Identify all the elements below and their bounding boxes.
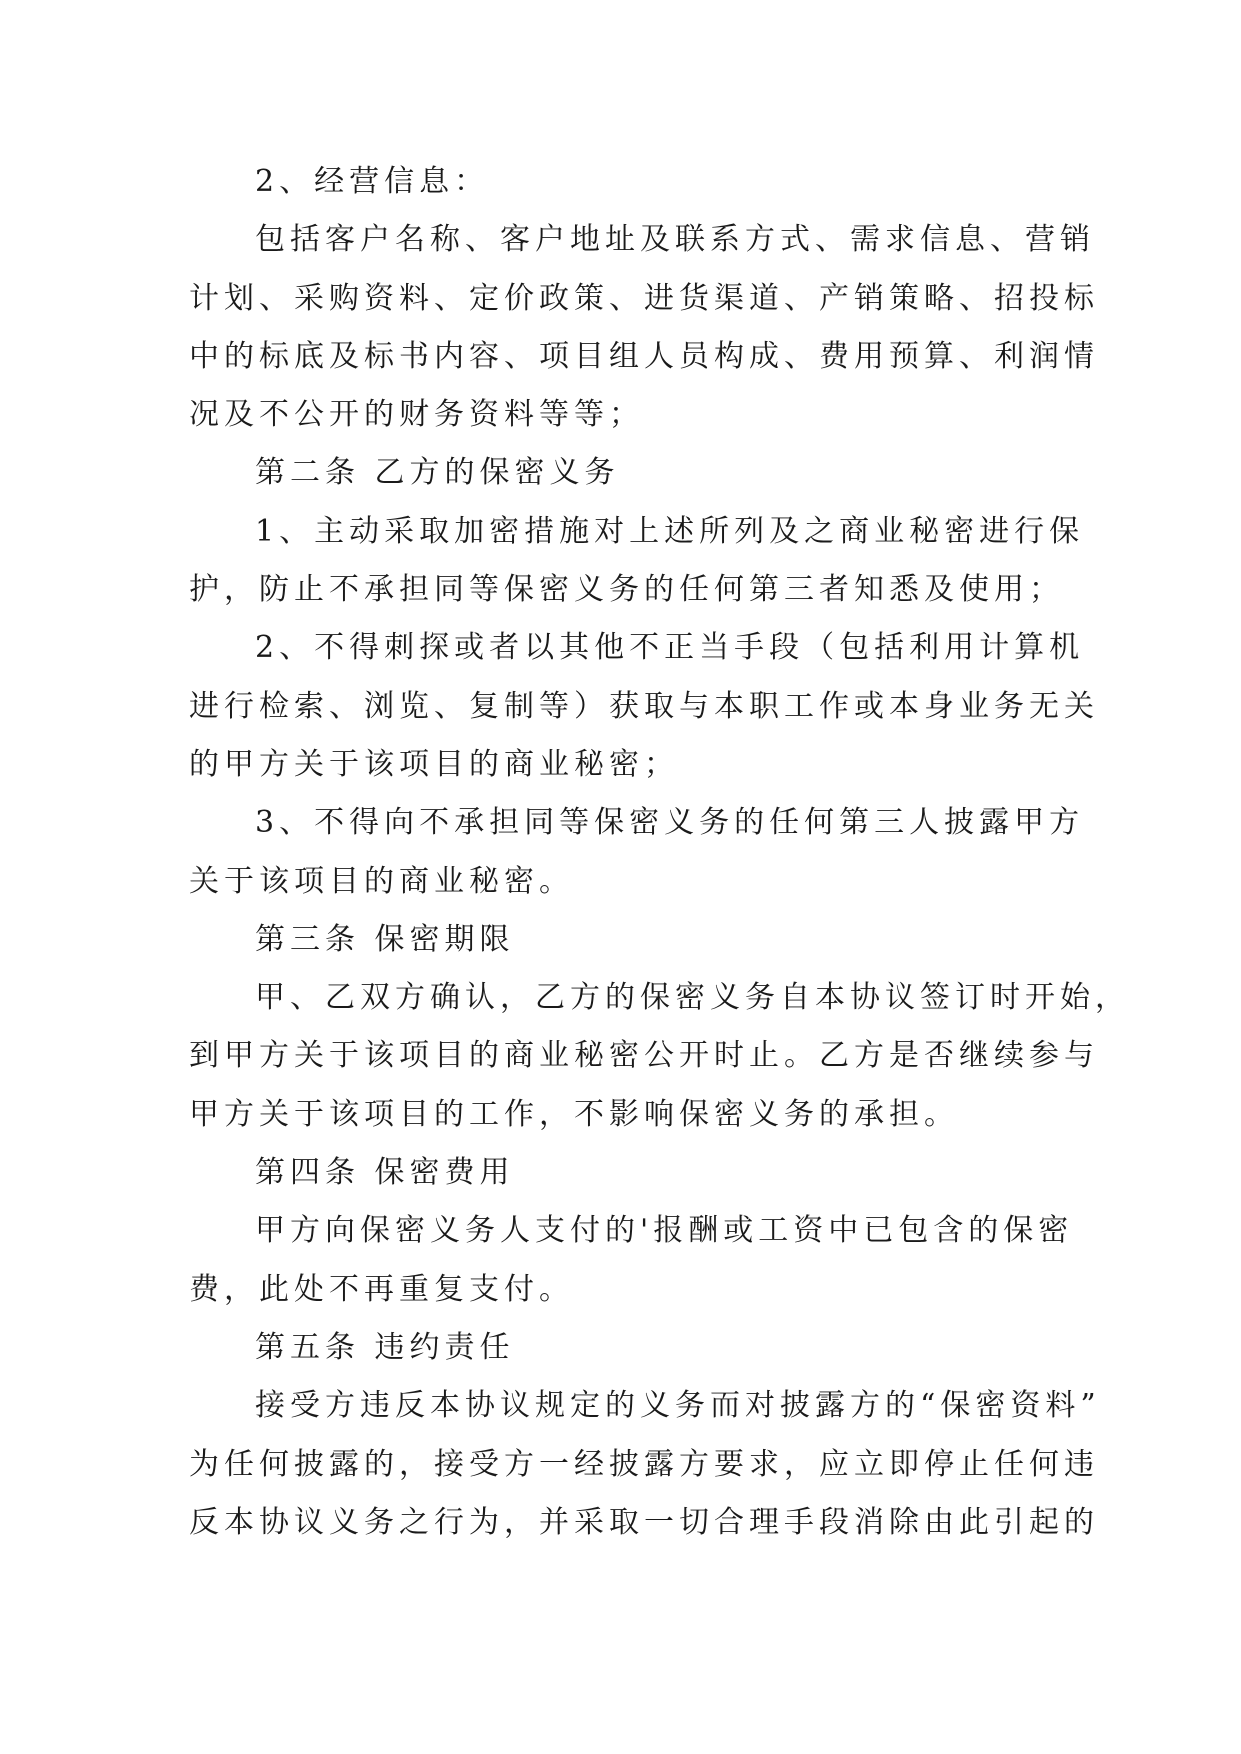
paragraph-line: 2、不得刺探或者以其他不正当手段（包括利用计算机 xyxy=(255,630,1085,666)
paragraph-line: 的甲方关于该项目的商业秘密； xyxy=(189,746,679,782)
paragraph-line: 反本协议义务之行为，并采取一切合理手段消除由此引起的 xyxy=(189,1504,1099,1540)
paragraph-line: 为任何披露的，接受方一经披露方要求，应立即停止任何违 xyxy=(189,1446,1099,1482)
paragraph-line: 中的标底及标书内容、项目组人员构成、费用预算、利润情 xyxy=(189,338,1099,374)
section-heading-business-info: 2、经营信息： xyxy=(255,164,490,199)
article-heading-4: 第四条 保密费用 xyxy=(255,1155,515,1191)
paragraph-line: 关于该项目的商业秘密。 xyxy=(189,863,574,899)
paragraph-line: 包括客户名称、客户地址及联系方式、需求信息、营销 xyxy=(255,222,1095,258)
paragraph-line: 到甲方关于该项目的商业秘密公开时止。乙方是否继续参与 xyxy=(189,1038,1099,1074)
paragraph-line: 况及不公开的财务资料等等； xyxy=(189,397,644,433)
paragraph-line: 3、不得向不承担同等保密义务的任何第三人披露甲方 xyxy=(255,805,1085,841)
paragraph-line: 接受方违反本协议规定的义务而对披露方的“保密资料” xyxy=(255,1388,1101,1424)
article-heading-3: 第三条 保密期限 xyxy=(255,921,515,957)
paragraph-line: 甲方关于该项目的工作，不影响保密义务的承担。 xyxy=(189,1096,959,1132)
paragraph-line: 甲方向保密义务人支付的'报酬或工资中已包含的保密 xyxy=(255,1213,1074,1249)
paragraph-line: 进行检索、浏览、复制等）获取与本职工作或本身业务无关 xyxy=(189,688,1099,724)
paragraph-line: 护，防止不承担同等保密义务的任何第三者知悉及使用； xyxy=(189,572,1064,608)
article-heading-2: 第二条 乙方的保密义务 xyxy=(255,455,620,491)
paragraph-line: 费，此处不再重复支付。 xyxy=(189,1271,574,1307)
document-body xyxy=(189,153,1130,1552)
paragraph-line: 甲、乙双方确认，乙方的保密义务自本协议签订时开始， xyxy=(255,980,1130,1016)
paragraph-line: 计划、采购资料、定价政策、进货渠道、产销策略、招投标 xyxy=(189,280,1099,316)
paragraph-line: 1、主动采取加密措施对上述所列及之商业秘密进行保 xyxy=(255,513,1085,549)
article-heading-5: 第五条 违约责任 xyxy=(255,1329,515,1365)
